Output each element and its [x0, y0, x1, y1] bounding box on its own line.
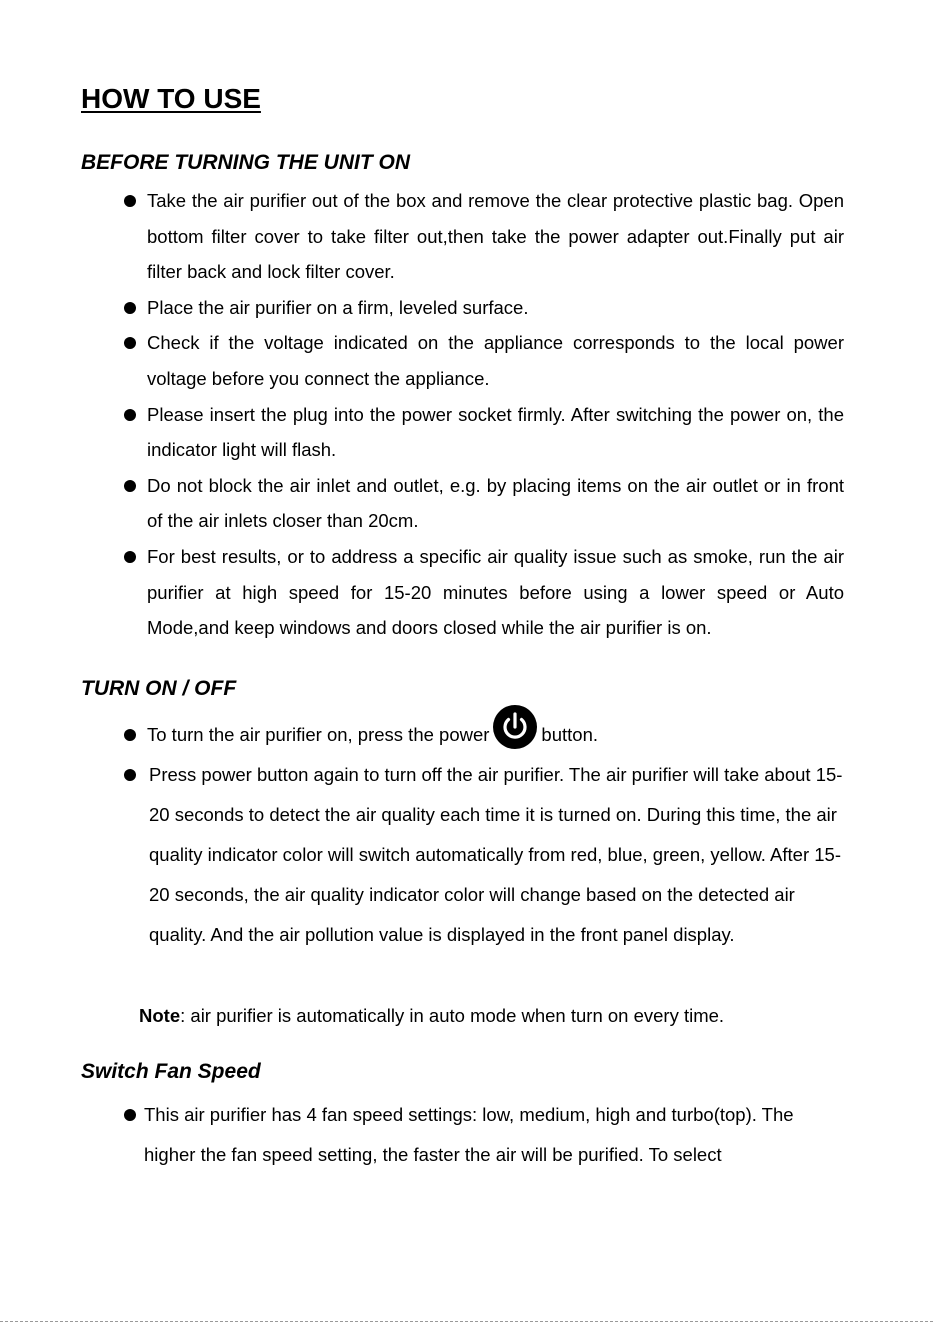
turn-on-off-list — [0, 715, 844, 955]
bullet-icon — [124, 302, 136, 314]
bullet-icon — [124, 409, 136, 421]
bullet-icon — [124, 1109, 136, 1121]
list-item: Press power button again to turn off the air purifier. The air purifier will take about 15-20 seconds to detect the air quality each time it is turned on. During this time, the air quality indicator color will switch automatically from red, blue, green, yellow. After 15-20 seconds, the air quality indicator color will change based on the detected air quality. And the air pollution value is displayed in the front panel display. — [0, 755, 844, 955]
power-icon — [493, 705, 537, 749]
note — [139, 1003, 724, 1029]
bullet-icon — [124, 480, 136, 492]
note-text: : air purifier is automatically in auto mode when turn on every time. — [180, 1005, 725, 1026]
list-item: Take the air purifier out of the box and remove the clear protective plastic bag. Open bottom filter cover to take filter out,then take the power adapter out.Finally put air filter back and lock filter cover. — [0, 183, 844, 290]
bullet-icon — [124, 551, 136, 563]
section-heading-turn-on-off: TURN ON / OFF — [81, 677, 237, 700]
list-item: For best results, or to address a specific air quality issue such as smoke, run the air purifier at high speed for 15-20 minutes before using a lower speed or Auto Mode,and keep windows and doors closed while the air purifier is on. — [0, 539, 844, 646]
list-item: Do not block the air inlet and outlet, e.g. by placing items on the air outlet or in front of the air inlets closer than 20cm. — [0, 468, 844, 539]
list-item: Check if the voltage indicated on the appliance corresponds to the local power voltage before you connect the appliance. — [0, 325, 844, 396]
page-title: HOW TO USE — [81, 83, 261, 114]
bullet-icon — [124, 337, 136, 349]
bullet-icon — [124, 769, 136, 781]
list-item: Please insert the plug into the power socket firmly. After switching the power on, the indicator light will flash. — [0, 397, 844, 468]
bullet-icon — [124, 195, 136, 207]
section-heading-before-turning-on: BEFORE TURNING THE UNIT ON — [81, 151, 410, 174]
list-item: Place the air purifier on a firm, leveled surface. — [0, 290, 844, 326]
list-item: This air purifier has 4 fan speed settings: low, medium, high and turbo(top). The higher the fan speed setting, the faster the air will be purified. To select — [0, 1095, 844, 1175]
page-bottom-rule — [0, 1321, 933, 1322]
bullet-icon — [124, 729, 136, 741]
note-label: Note — [139, 1005, 181, 1026]
switch-fan-speed-list — [0, 1095, 844, 1175]
section-heading-switch-fan-speed: Switch Fan Speed — [81, 1060, 261, 1083]
list-item: To turn the air purifier on, press the power button. — [0, 715, 844, 755]
before-turning-on-list — [0, 183, 844, 646]
